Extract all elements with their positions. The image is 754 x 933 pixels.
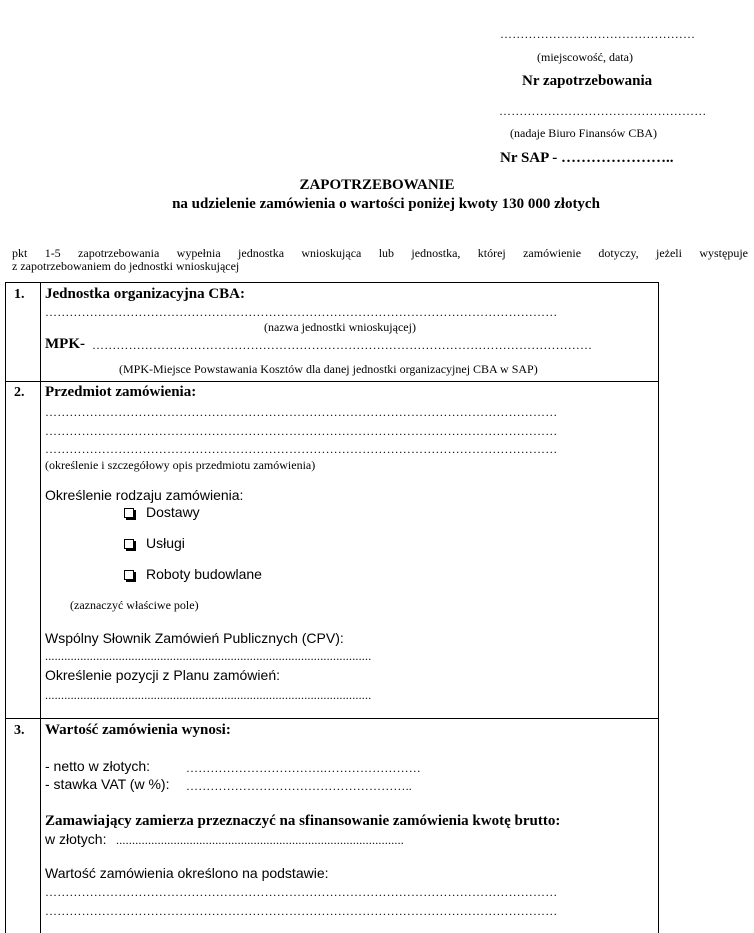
option-deliveries[interactable]: [124, 504, 200, 520]
document-subtitle: na udzielenie zamówienia o wartości poniżej kwoty 130 000 złotych: [172, 196, 600, 212]
mpk-caption: (MPK-Miejsce Powstawania Kosztów dla danej jednostki organizacyjnej CBA w SAP): [119, 362, 538, 376]
option-deliveries-label: Dostawy: [146, 504, 200, 520]
sap-number-field[interactable]: Nr SAP - …………………..: [500, 150, 674, 166]
vat-label: - stawka VAT (w %):: [45, 776, 170, 792]
order-type-label: Określenie rodzaju zamówienia:: [45, 487, 244, 503]
request-number-field[interactable]: ……………………………………………: [499, 104, 707, 118]
checkbox-icon[interactable]: [124, 508, 134, 518]
section-2-number: 2.: [14, 385, 25, 400]
intro-line-1: pkt 1-5 zapotrzebowania wypełnia jednostka wnioskująca lub jednostka, której zamówienie dotyczy, jeżeli występuje: [12, 246, 748, 260]
plan-position-label: Określenie pozycji z Planu zamówień:: [45, 667, 280, 683]
checkbox-icon[interactable]: [124, 570, 134, 580]
checkbox-icon[interactable]: [124, 539, 134, 549]
section-3-title: Wartość zamówienia wynosi:: [45, 722, 231, 738]
place-date-label: (miejscowość, data): [537, 50, 633, 64]
intro-line-2: z zapotrzebowaniem do jednostki wnioskującej: [12, 259, 240, 273]
option-construction-label: Roboty budowlane: [146, 566, 262, 582]
subject-line-3[interactable]: ………………………………………………………………………………………………………………: [45, 442, 558, 456]
unit-name-field[interactable]: ………………………………………………………………………………………………………………: [45, 305, 558, 319]
section-1-title: Jednostka organizacyjna CBA:: [45, 286, 246, 302]
mpk-field[interactable]: ……………………………………………………………………………………………………………: [92, 338, 593, 352]
form-table: [5, 282, 659, 933]
subject-line-1[interactable]: ………………………………………………………………………………………………………………: [45, 405, 558, 419]
option-construction[interactable]: [124, 566, 262, 582]
basis-line-2[interactable]: ………………………………………………………………………………………………………………: [45, 904, 558, 918]
vat-field[interactable]: ………………………………………………..: [186, 779, 412, 793]
net-label: - netto w złotych:: [45, 758, 151, 774]
section-2-title: Przedmiot zamówienia:: [45, 384, 197, 400]
unit-name-caption: (nazwa jednostki wnioskującej): [264, 320, 416, 334]
row-divider-2: [6, 718, 658, 719]
gross-label: w złotych:: [45, 831, 107, 847]
request-number-label: (nadaje Biuro Finansów CBA): [510, 126, 657, 140]
option-services[interactable]: [124, 535, 185, 551]
basis-label: Wartość zamówienia określono na podstawie:: [45, 865, 329, 881]
basis-line-1[interactable]: ………………………………………………………………………………………………………………: [45, 885, 558, 899]
document-title: ZAPOTRZEBOWANIE: [299, 177, 455, 193]
options-caption: (zaznaczyć właściwe pole): [70, 598, 199, 612]
cpv-field[interactable]: ......................................................................................................: [45, 649, 372, 663]
cpv-label: Wspólny Słownik Zamówień Publicznych (CPV):: [45, 630, 344, 646]
net-field[interactable]: …………………………….……………………: [186, 761, 421, 775]
request-number-title: Nr zapotrzebowania: [522, 73, 653, 89]
section-3-number: 3.: [14, 723, 25, 738]
gross-title: Zamawiający zamierza przeznaczyć na sfinansowanie zamówienia kwotę brutto:: [45, 813, 561, 829]
gross-field[interactable]: ..........................................................................................: [116, 833, 404, 847]
option-services-label: Usługi: [146, 535, 185, 551]
mpk-label: MPK-: [45, 336, 85, 352]
subject-line-2[interactable]: ………………………………………………………………………………………………………………: [45, 424, 558, 438]
row-divider-1: [6, 381, 658, 382]
place-date-field[interactable]: …………………………………………: [500, 27, 696, 41]
subject-caption: (określenie i szczegółowy opis przedmiotu zamówienia): [45, 458, 316, 472]
section-1-number: 1.: [14, 287, 25, 302]
plan-position-field[interactable]: ......................................................................................................: [45, 688, 372, 702]
